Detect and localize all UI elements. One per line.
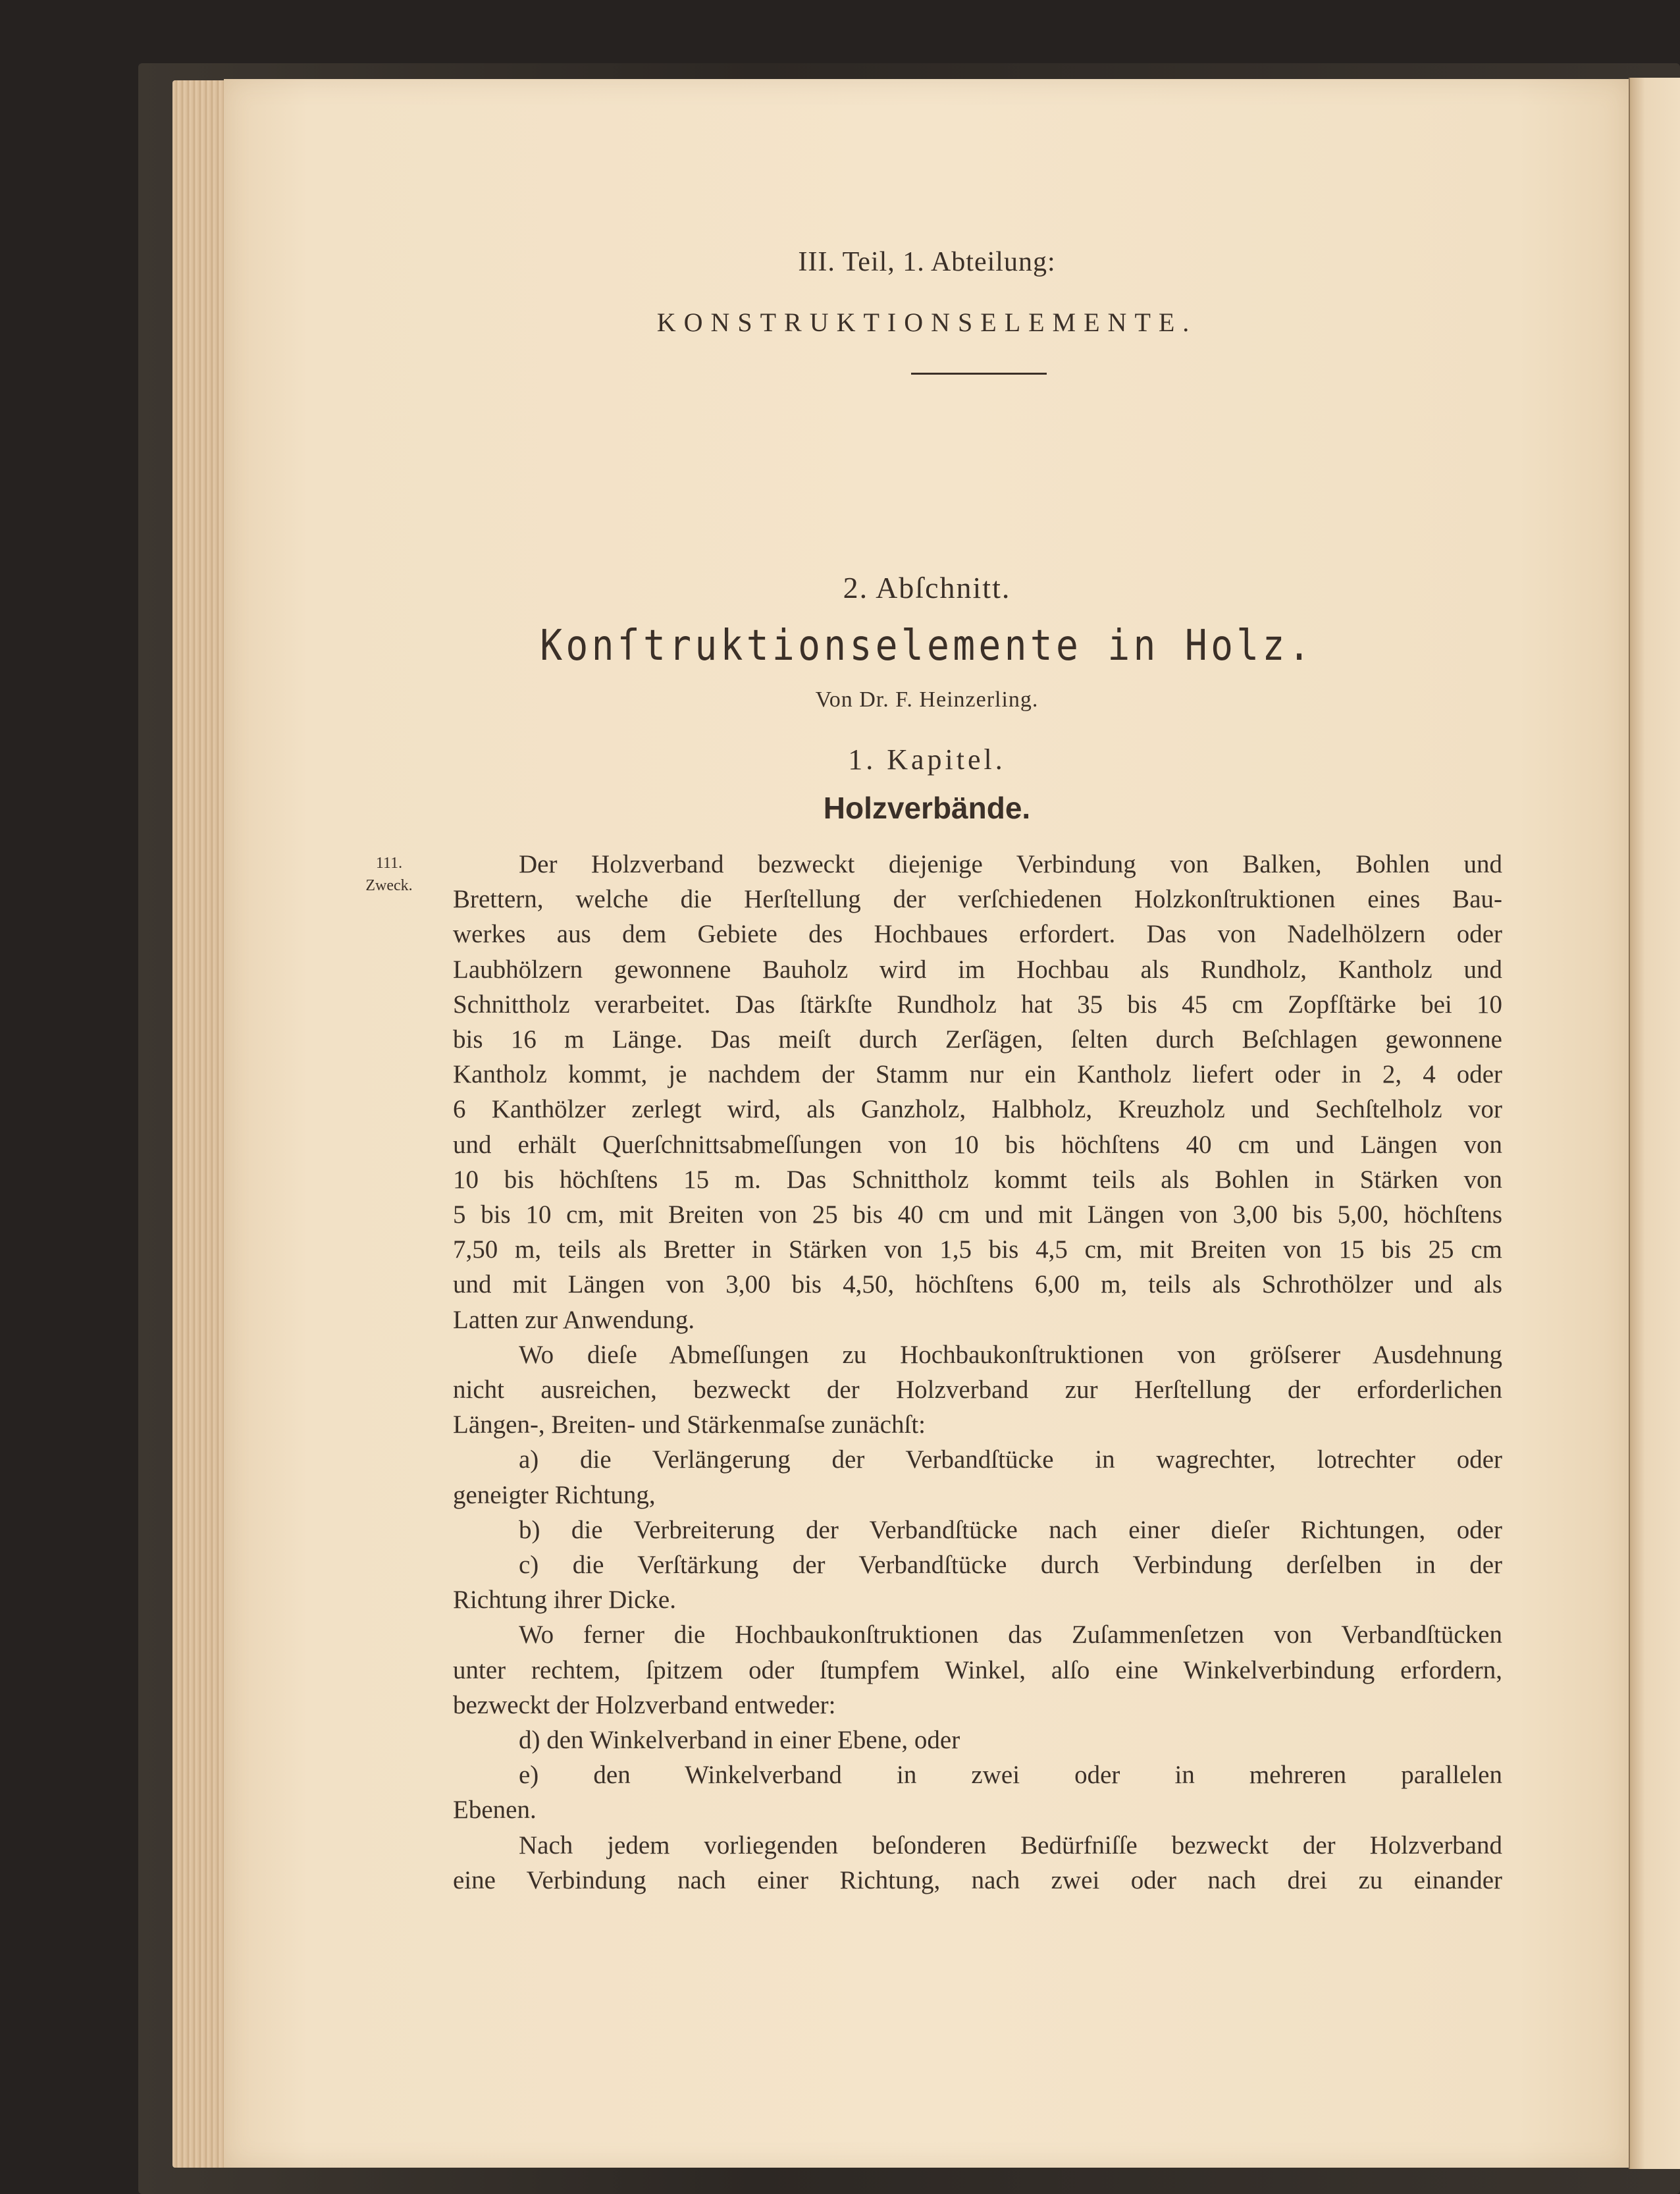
text-line: c) die Verſtärkung der Verbandſtücke durch Verbindung derſelben in der <box>519 1551 1502 1580</box>
text-line: 6 Kanthölzer zerlegt wird, als Ganzholz, Halbholz, Kreuzholz und Sechſtelholz vor <box>453 1095 1502 1124</box>
part-title: KONSTRUKTIONSELEMENTE. <box>656 308 1197 337</box>
next-page-edge <box>1630 78 1680 2169</box>
text-line: und mit Längen von 3,00 bis 4,50, höchſtens 6,00 m, teils als Schrothölzer und als <box>453 1270 1502 1299</box>
text-line: b) die Verbreiterung der Verbandſtücke nach einer dieſer Richtungen, oder <box>519 1515 1502 1544</box>
text-line: Richtung ihrer Dicke. <box>453 1586 676 1615</box>
text-line: 10 bis höchſtens 15 m. Das Schnittholz kommt teils als Bohlen in Stärken von <box>453 1165 1502 1194</box>
text-line: bezweckt der Holzverband entweder: <box>453 1690 836 1719</box>
text-line: eine Verbindung nach einer Richtung, nach zwei oder nach drei zu einander <box>453 1865 1502 1894</box>
text-line: Wo ferner die Hochbaukonſtruktionen das Zuſammenſetzen von Verbandſtücken <box>519 1620 1502 1649</box>
text-line: a) die Verlängerung der Verbandſtücke in wagrechter, lotrechter oder <box>519 1445 1502 1474</box>
author-line: Von Dr. F. Heinzerling. <box>815 687 1039 712</box>
text-line: Latten zur Anwendung. <box>453 1305 695 1334</box>
text-line: d) den Winkelverband in einer Ebene, oder <box>519 1726 960 1755</box>
text-line: Brettern, welche die Herſtellung der verſchiedenen Holzkonſtruktionen eines Bau- <box>453 885 1502 914</box>
text-line: bis 16 m Länge. Das meiſt durch Zerſägen, ſelten durch Beſchlagen gewonnene <box>453 1025 1502 1054</box>
text-line: werkes aus dem Gebiete des Hochbaues erfordert. Das von Nadelhölzern oder <box>453 920 1502 949</box>
text-line: geneigter Richtung, <box>453 1480 656 1509</box>
text-line: unter rechtem, ſpitzem oder ſtumpfem Winkel, alſo eine Winkelverbindung erfordern, <box>453 1655 1502 1684</box>
text-line: und erhält Querſchnittsabmeſſungen von 10 bis höchſtens 40 cm und Längen von <box>453 1130 1502 1159</box>
body-text <box>453 847 1502 1898</box>
text-line: e) den Winkelverband in zwei oder in mehreren parallelen <box>519 1761 1502 1790</box>
text-line: Schnittholz verarbeitet. Das ſtärkſte Rundholz hat 35 bis 45 cm Zopfſtärke bei 10 <box>453 990 1502 1019</box>
part-heading: III. Teil, 1. Abteilung: <box>798 247 1056 277</box>
section-title: Konſtruktionselemente in Holz. <box>540 622 1314 670</box>
text-line: Kantholz kommt, je nachdem der Stamm nur ein Kantholz liefert oder in 2, 4 oder <box>453 1060 1502 1089</box>
text-line: Ebenen. <box>453 1796 537 1825</box>
chapter-title: Holzverbände. <box>823 791 1031 825</box>
text-line: Wo dieſe Abmeſſungen zu Hochbaukonſtruktionen von gröſserer Ausdehnung <box>519 1340 1502 1369</box>
text-line: 5 bis 10 cm, mit Breiten von 25 bis 40 cm und mit Längen von 3,00 bis 5,00, höchſtens <box>453 1200 1502 1229</box>
text-line: nicht ausreichen, bezweckt der Holzverband zur Herſtellung der erforderlichen <box>453 1376 1502 1405</box>
marginal-note <box>353 852 425 897</box>
text-line: Längen-, Breiten- und Stärkenmaſse zunächſt: <box>453 1410 926 1439</box>
marginal-number: 111. <box>375 855 403 872</box>
text-line: Der Holzverband bezweckt diejenige Verbindung von Balken, Bohlen und <box>519 850 1502 878</box>
chapter-number: 1. Kapitel. <box>848 743 1006 776</box>
marginal-label: Zweck. <box>365 877 413 894</box>
text-line: Laubhölzern gewonnene Bauholz wird im Hochbau als Rundholz, Kantholz und <box>453 955 1502 984</box>
divider-rule <box>911 373 1047 375</box>
section-number: 2. Abſchnitt. <box>843 571 1011 604</box>
text-line: Nach jedem vorliegenden beſonderen Bedürfniſſe bezweckt der Holzverband <box>519 1831 1502 1860</box>
text-line: 7,50 m, teils als Bretter in Stärken von 1,5 bis 4,5 cm, mit Breiten von 15 bis 25 cm <box>453 1235 1502 1264</box>
